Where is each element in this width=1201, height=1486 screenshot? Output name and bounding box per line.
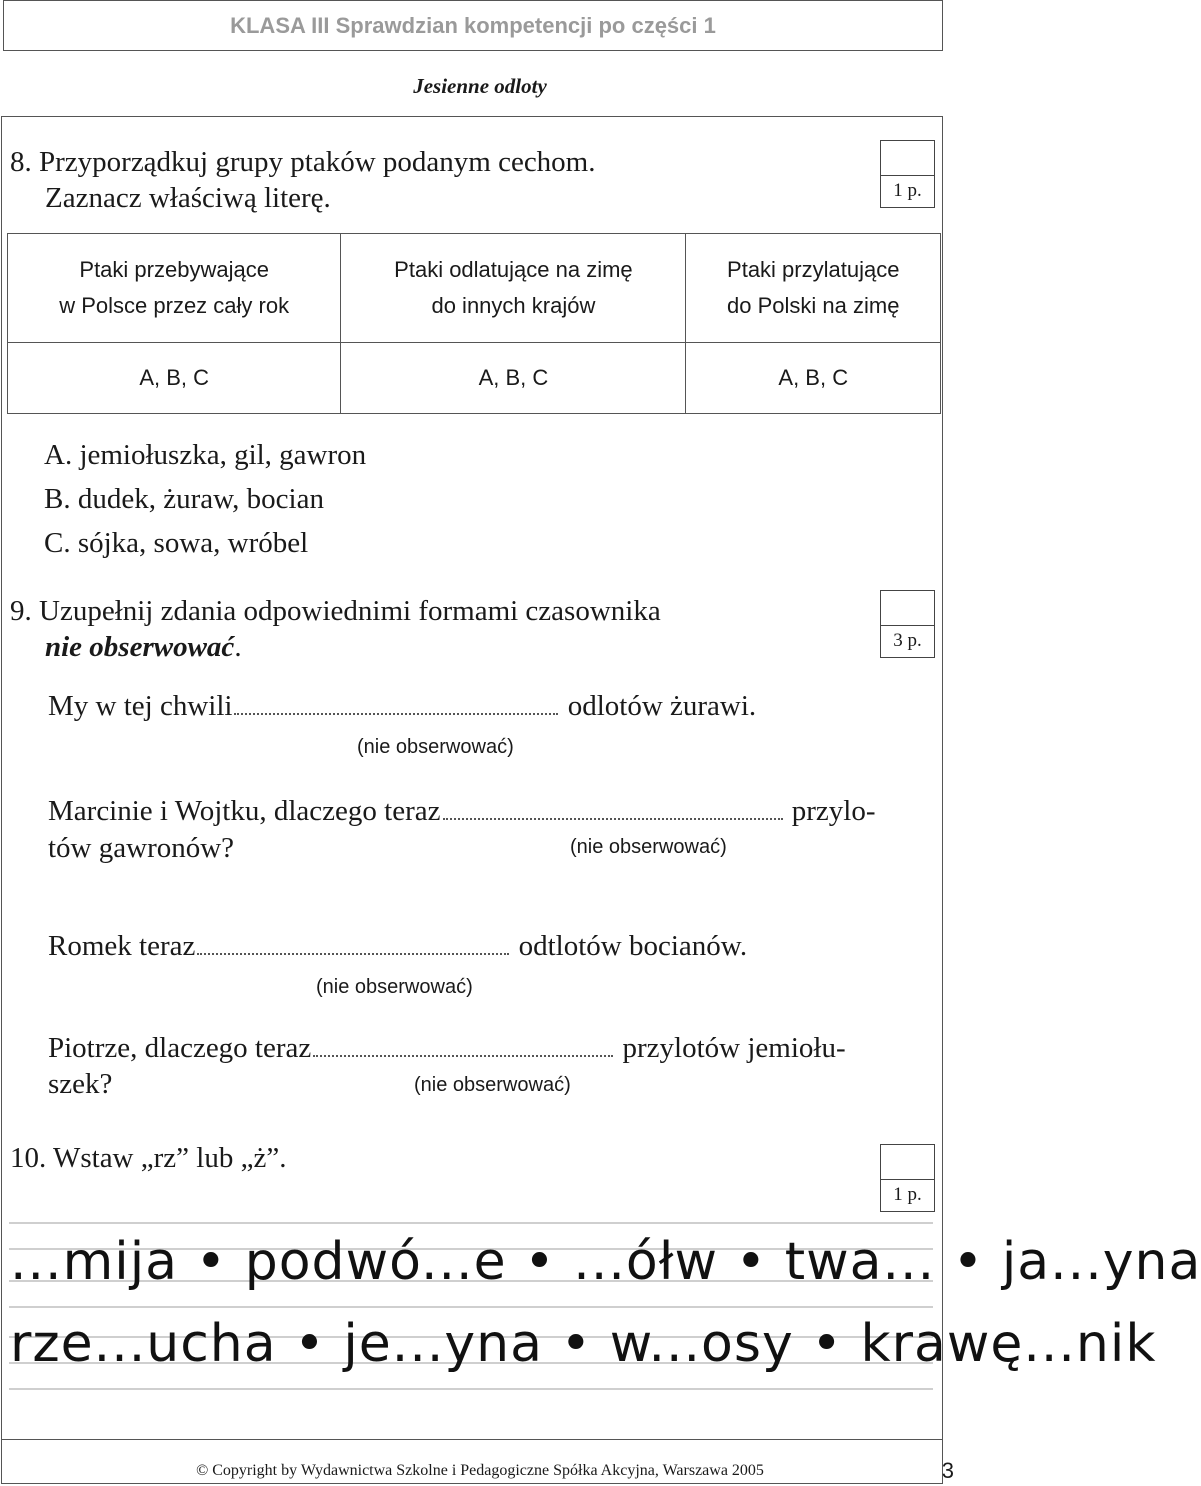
q9-instruction-line2: nie obserwować. <box>45 631 242 663</box>
q10-points-box <box>880 1144 935 1212</box>
header-title: KLASA III Sprawdzian kompetencji po części 1 <box>230 12 716 38</box>
q8-points-label: 1 p. <box>893 180 922 201</box>
hint-3: (nie obserwować) <box>316 976 473 998</box>
group-header-resident: Ptaki przebywające w Polsce przez cały rok <box>8 234 341 343</box>
q10-instruction: 10. Wstaw „rz” lub „ż”. <box>10 1142 287 1174</box>
sentence-2: Marcinie i Wojtku, dlaczego teraz przylo- <box>48 795 876 827</box>
section-title: Jesienne odloty <box>413 74 547 98</box>
q8-score-field[interactable] <box>881 141 934 176</box>
option-c: C. sójka, sowa, wróbel <box>44 527 309 559</box>
sentence-2-line2: tów gawronów? <box>48 832 235 864</box>
sentence-1: My w tej chwili odlotów żurawi. <box>48 690 757 722</box>
handwriting-line-1[interactable]: ...mija • podwó...e • ...ółw • twa... • ja...yna <box>10 1232 1201 1292</box>
hint-2: (nie obserwować) <box>570 836 727 858</box>
q8-instruction-line1: 8. Przyporządkuj grupy ptaków podanym cechom. <box>10 146 596 178</box>
ruled-line <box>9 1306 933 1308</box>
answer-blank-4[interactable] <box>313 1045 613 1057</box>
answer-blank-3[interactable] <box>197 943 509 955</box>
answer-choice-migrating[interactable]: A, B, C <box>341 343 686 414</box>
answer-choice-resident[interactable]: A, B, C <box>8 343 341 414</box>
page-header <box>3 0 943 51</box>
q10-points-label: 1 p. <box>893 1184 922 1205</box>
hint-1: (nie obserwować) <box>357 736 514 758</box>
bird-groups-table <box>7 233 941 414</box>
q10-score-field[interactable] <box>881 1145 934 1180</box>
q9-points-box <box>880 590 935 658</box>
answer-blank-1[interactable] <box>234 703 558 715</box>
page-number: 3 <box>941 1458 954 1483</box>
q8-instruction-line2: Zaznacz właściwą literę. <box>45 182 331 214</box>
sentence-4-line2: szek? <box>48 1068 113 1100</box>
option-a: A. jemiołuszka, gil, gawron <box>44 439 367 471</box>
q9-points-label: 3 p. <box>893 630 922 651</box>
group-header-migrating: Ptaki odlatujące na zimę do innych krajów <box>341 234 686 343</box>
ruled-line <box>9 1222 933 1224</box>
answer-blank-2[interactable] <box>443 808 783 820</box>
q9-instruction-line1: 9. Uzupełnij zdania odpowiednimi formami czasownika <box>10 595 661 627</box>
sentence-3: Romek teraz odtlotów bocianów. <box>48 930 748 962</box>
group-header-wintering: Ptaki przylatujące do Polski na zimę <box>686 234 941 343</box>
answer-choice-wintering[interactable]: A, B, C <box>686 343 941 414</box>
ruled-line <box>9 1388 933 1390</box>
copyright-notice: © Copyright by Wydawnictwa Szkolne i Pedagogiczne Spółka Akcyjna, Warszawa 2005 <box>196 1462 764 1479</box>
hint-4: (nie obserwować) <box>414 1074 571 1096</box>
sentence-4: Piotrze, dlaczego teraz przylotów jemiołu- <box>48 1032 846 1064</box>
option-b: B. dudek, żuraw, bocian <box>44 483 324 515</box>
q9-score-field[interactable] <box>881 591 934 626</box>
q8-points-box <box>880 140 935 208</box>
handwriting-line-2[interactable]: rze...ucha • je...yna • w...osy • krawę...nik <box>10 1314 1157 1374</box>
